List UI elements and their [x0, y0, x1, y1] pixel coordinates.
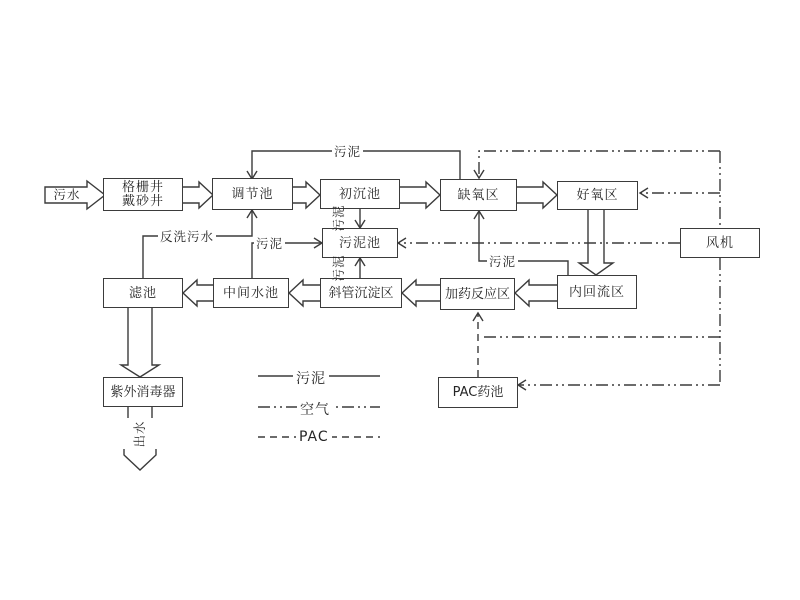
box-pac-tank: PAC药池	[438, 377, 518, 408]
flow-arrow-inclined-to-intermediate	[289, 280, 320, 306]
box-aerobic-zone: 好氧区	[557, 181, 638, 210]
pac-line-pactank-to-dosing	[473, 313, 483, 377]
label-sludge-from-primary: 污泥	[331, 204, 346, 232]
label-sludge-to-tank: 污泥	[256, 236, 284, 251]
flow-arrow-anoxic-to-aerobic	[517, 182, 557, 208]
flow-arrow-internal-to-dosing	[515, 280, 557, 306]
flow-arrow-filter-to-uv	[121, 308, 159, 377]
box-primary-sedimentation: 初沉池	[320, 179, 400, 209]
effluent-arrow-head	[124, 449, 156, 470]
box-filter: 滤池	[103, 278, 183, 308]
flow-arrow-primary-to-anoxic	[400, 182, 440, 208]
box-dosing-reaction-zone: 加药反应区	[440, 278, 515, 310]
backwash-line-filter-to-regulating	[143, 210, 257, 278]
label-sludge-internal: 污泥	[489, 254, 517, 269]
box-regulating-tank: 调节池	[212, 178, 293, 210]
label-effluent: 出水	[132, 420, 147, 448]
flow-arrow-regulating-to-primary	[293, 182, 320, 208]
box-grit-well	[103, 178, 183, 211]
box-anoxic-zone: 缺氧区	[440, 179, 517, 211]
legend-label-air: 空气	[297, 399, 333, 419]
legend-label-pac: PAC	[296, 429, 332, 445]
box-internal-recycle-zone: 内回流区	[557, 275, 637, 309]
box-sludge-tank: 污泥池	[322, 228, 398, 258]
label-sludge-from-inclined: 污泥	[331, 254, 346, 282]
label-backwash: 反洗污水	[160, 229, 215, 244]
box-uv-disinfector: 紫外消毒器	[103, 377, 183, 407]
sludge-line-primary-to-sludgetank	[355, 209, 365, 228]
air-top-to-anoxic	[479, 151, 720, 176]
box-inclined-tube-zone: 斜管沉淀区	[320, 278, 402, 308]
grit-well-label-line1: 格栅井	[121, 179, 164, 195]
box-blower: 风机	[680, 228, 760, 258]
inlet-label: 污水	[53, 187, 81, 202]
grit-well-label-line2: 戴砂井	[121, 193, 164, 209]
legend-label-sludge: 污泥	[293, 368, 329, 388]
effluent-arrow-shaft	[128, 407, 152, 418]
flow-arrow-intermediate-to-filter	[183, 280, 213, 306]
flow-arrow-grit-to-regulating	[183, 182, 213, 208]
flow-arrow-dosing-to-inclined	[402, 280, 440, 306]
sludge-line-inclined-to-sludgetank	[355, 258, 365, 278]
box-intermediate-tank: 中间水池	[213, 278, 289, 308]
label-sludge-return-top: 污泥	[334, 144, 362, 159]
